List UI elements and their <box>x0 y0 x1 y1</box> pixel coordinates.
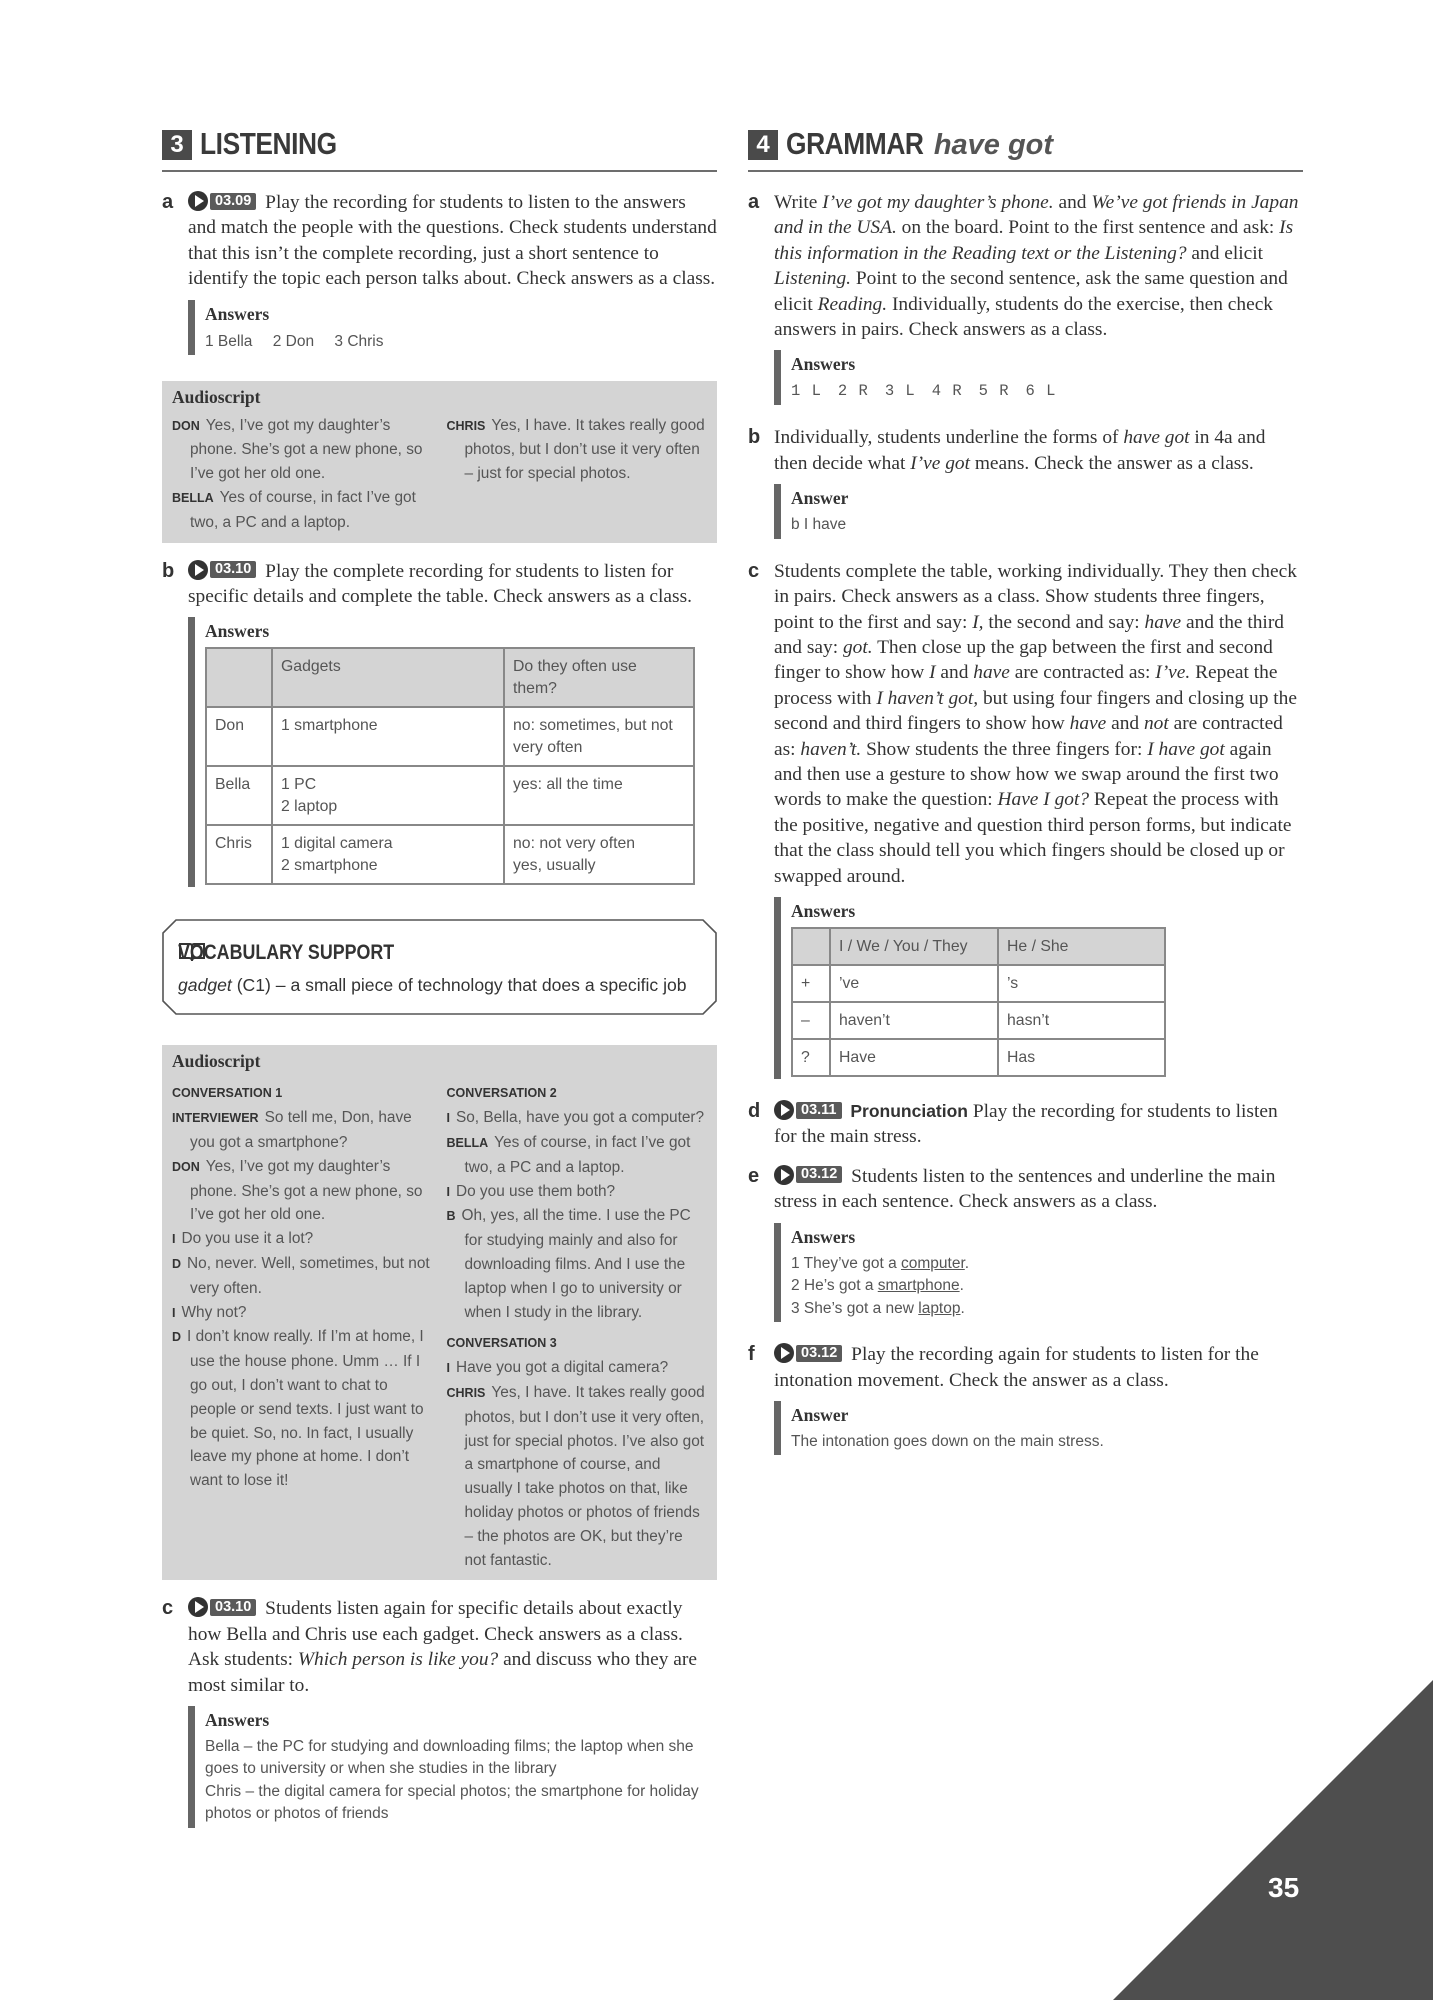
page-corner <box>1113 1680 1433 2000</box>
answer-item: 1 Bella <box>205 332 253 350</box>
conversation-label: CONVERSATION 1 <box>172 1086 283 1101</box>
audioscript-box <box>162 381 717 543</box>
grammar-section <box>748 126 1303 1475</box>
conversation-label: CONVERSATION 2 <box>446 1086 557 1101</box>
play-icon[interactable] <box>188 1597 208 1617</box>
script-line: I So, Bella, have you got a computer? <box>446 1109 705 1127</box>
track-code: 03.10 <box>210 1599 256 1616</box>
listening-section <box>162 126 717 1848</box>
answer-item: Bella – the PC for studying and downloading films; the laptop when she goes to university or when she studies in the library <box>205 1737 694 1778</box>
answers-box <box>188 617 717 887</box>
instruction-text: Write I’ve got my daughter’s phone. and We’ve got friends in Japan and in the USA. on the board. Point to the first sentence and ask: Is this information in the Reading text or the Listening? and elicit Listening. Point to the second sentence, ask the same question and elicit Reading. Individually, students do the exercise, then check answers in pairs. Check answers as a class. Answers 1 L 2 R 3 L 4 R 5 R 6 L <box>774 190 1303 411</box>
have-got-table: I / We / You / They He / She + ’ve ’s – haven’t hasn’t ? Have Has <box>791 927 1166 1077</box>
section-number: 4 <box>748 130 778 160</box>
speaker: CHRIS <box>446 418 486 433</box>
vocabulary-support-box <box>162 919 717 1015</box>
vocab-term: gadget <box>178 975 232 996</box>
section-number: 3 <box>162 130 192 160</box>
table-row: Bella 1 PC 2 laptop yes: all the time <box>206 766 694 825</box>
play-icon[interactable] <box>774 1165 794 1185</box>
script-line: INTERVIEWER So tell me, Don, have you got a smartphone? <box>172 1109 412 1152</box>
table-row: ? Have Has <box>792 1039 1165 1076</box>
answers-box: Answers 1 L 2 R 3 L 4 R 5 R 6 L <box>774 350 1303 405</box>
vocab-definition: (C1) – a small piece of technology that does a specific job <box>231 975 687 996</box>
script-line: CHRIS Yes, I have. It takes really good photos, but I don’t use it very often – just for special photos. <box>446 416 705 483</box>
answer-item: 2 Don <box>272 332 315 350</box>
speaker: BELLA <box>172 491 214 506</box>
section-title: LISTENING <box>200 126 337 161</box>
answer-item: 3 She’s got a new laptop. <box>791 1299 965 1317</box>
answers-box: Answers I / We / You / They He / She + ’ve ’s – haven’t hasn’t ? Have Has <box>774 897 1303 1079</box>
listening-header <box>162 126 717 172</box>
instruction-text: Students complete the table, working individually. They then check in pairs. Check answers as a class. Show students three fingers, point to the first and say: I, the second and say: have and the third and say: got. Then close up the gap between the first and second finger to show how I and have are contracted as: I’ve. Repeat the process with I haven’t got, but using four fingers and closing up the second and third fingers to show how have and not are contracted as: haven’t. Show students the three fingers for: I have got again and then use a gesture to show how we swap around the first two words to make the question: Have I got? Repeat the process with the positive, negative and question third person forms, but indicate that the class should tell you which fingers should be closed up or swapped around. Answers I / We / You / They He / She + ’ve ’s – haven’t hasn’t ? Have Has <box>774 559 1303 1085</box>
script-line: B Oh, yes, all the time. I use the PC for studying mainly and also for downloading films. And I use the laptop when I go to university or when I study in the library. <box>446 1207 691 1321</box>
answers-title: Answers <box>205 1709 270 1730</box>
audio-badge[interactable] <box>188 191 256 211</box>
instruction-text: Individually, students underline the forms of have got in 4a and then decide what I’ve got means. Check the answer as a class. Answer b I have <box>774 425 1303 544</box>
track-code: 03.09 <box>210 193 256 210</box>
grammar-header <box>748 126 1303 172</box>
audio-badge[interactable] <box>774 1100 842 1120</box>
answer-item: 1 They’ve got a computer. <box>791 1254 970 1272</box>
item-letter: c <box>162 1597 174 1620</box>
play-icon[interactable] <box>774 1343 794 1363</box>
audio-badge[interactable] <box>774 1165 842 1185</box>
grammar-item-e: e 03.12 Students listen to the sentences and underline the main stress in each sentence. Check answers as a class. Answers 1 They’ve got a computer. 2 He’s got a smartphone. 3 She’s got a new laptop. <box>748 1164 1303 1328</box>
play-icon[interactable] <box>188 560 208 580</box>
answers-box: Answer The intonation goes down on the main stress. <box>774 1401 1303 1456</box>
table-row: + ’ve ’s <box>792 965 1165 1002</box>
audio-badge[interactable] <box>774 1343 842 1363</box>
script-line: I Do you use it a lot? <box>172 1230 314 1248</box>
answers-box <box>188 300 717 355</box>
grammar-item-c: c Students complete the table, working individually. They then check in pairs. Check answers as a class. Show students three fingers, point to the first and say: I, the second and say: have and the third and say: got. Then close up the gap between the first and second finger to show how I and have are contracted as: I’ve. Repeat the process with I haven’t got, but using four fingers and closing up the second and third fingers to show how have and not are contracted as: haven’t. Show students the three fingers for: I have got again and then use a gesture to show how we swap around the first two words to make the question: Have I got? Repeat the process with the positive, negative and question third person forms, but indicate that the class should tell you which fingers should be closed up or swapped around. Answers I / We / You / They He / She + ’ve ’s – haven’t hasn’t ? Have Has <box>748 559 1303 1085</box>
play-icon[interactable] <box>774 1100 794 1120</box>
section-subtitle: have got <box>933 129 1054 161</box>
speaker: DON <box>172 418 200 433</box>
script-line: CHRIS Yes, I have. It takes really good photos, but I don’t use it very often, just for special photos. I’ve also got a smartphone of course, and usually I take photos on that, like holiday photos or photos of friends – the photos are OK, but they’re not fantastic. <box>446 1383 705 1569</box>
answer-item: Chris – the digital camera for special photos; the smartphone for holiday photos or photos of friends <box>205 1782 699 1823</box>
answers-title: Answers <box>205 621 270 642</box>
script-line: D I don’t know really. If I’m at home, I use the house phone. Umm … If I go out, I don’t want to chat to people or send texts. I just want to be quiet. So, no. In fact, I usually leave my phone at home. I don’t want to lose it! <box>172 1328 424 1490</box>
script-line: DON Yes, I’ve got my daughter’s phone. She’s got a new phone, so I’ve got her old one. <box>172 416 423 483</box>
track-code: 03.10 <box>210 561 256 578</box>
item-letter: b <box>162 559 175 582</box>
script-line: BELLA Yes of course, in fact I’ve got two, a PC and a laptop. <box>172 489 416 531</box>
answer-item: 2 He’s got a smartphone. <box>791 1277 964 1295</box>
listening-item-b <box>162 559 717 894</box>
track-code: 03.11 <box>796 1102 842 1119</box>
answer-item: 3 Chris <box>334 332 384 350</box>
grammar-item-d: d 03.11 Pronunciation Play the recording for students to listen for the main stress. <box>748 1100 1278 1148</box>
script-line: DON Yes, I’ve got my daughter’s phone. She’s got a new phone, so I’ve got her old one. <box>172 1157 423 1224</box>
answers-box: Answers 1 They’ve got a computer. 2 He’s got a smartphone. 3 She’s got a new laptop. <box>774 1223 1303 1323</box>
audioscript-box <box>162 1045 717 1580</box>
page-number: 35 <box>1268 1872 1300 1903</box>
track-code: 03.12 <box>796 1166 842 1183</box>
section-title: GRAMMAR <box>786 126 924 161</box>
table-row: Don 1 smartphone no: sometimes, but not very often <box>206 707 694 766</box>
answers-title: Answers <box>205 303 270 324</box>
script-line: D No, never. Well, sometimes, but not very often. <box>172 1255 430 1297</box>
conversation-label: CONVERSATION 3 <box>446 1336 557 1351</box>
script-line: BELLA Yes of course, in fact I’ve got two, a PC and a laptop. <box>446 1134 691 1176</box>
audioscript-title: Audioscript <box>172 386 261 407</box>
script-line: I Why not? <box>172 1303 247 1321</box>
instruction-text: Play the complete recording for students to listen for specific details and complete the table. Check answers as a class. <box>188 560 692 608</box>
script-line: I Do you use them both? <box>446 1182 616 1200</box>
audio-badge[interactable] <box>188 560 256 580</box>
grammar-item-f: f 03.12 Play the recording again for students to listen for the intonation movement. Check the answer as a class. Answer The intonation goes down on the main stress. <box>748 1342 1303 1461</box>
track-code: 03.12 <box>796 1345 842 1362</box>
vocab-title: VOCABULARY SUPPORT <box>178 941 395 965</box>
table-row: – haven’t hasn’t <box>792 1002 1165 1039</box>
table-row: Chris 1 digital camera 2 smartphone no: not very often yes, usually <box>206 825 694 884</box>
play-icon[interactable] <box>188 191 208 211</box>
gadgets-table: Gadgets Do they often use them? Don 1 smartphone no: sometimes, but not very often Bella 1 PC 2 laptop yes: all the time Chris 1 digital camera 2 smartphone no: not very often yes, usually <box>205 647 695 885</box>
answers-box: Answer b I have <box>774 484 1303 539</box>
script-line: I Have you got a digital camera? <box>446 1359 669 1377</box>
listening-item-a <box>162 190 717 361</box>
audio-badge[interactable] <box>188 1597 256 1617</box>
listening-item-c: c 03.10 Students listen again for specific details about exactly how Bella and Chris use each gadget. Check answers as a class. Ask students: Which person is like you? and discuss who they are most similar to. Answers Bella – the PC for studying and downloading films; the laptop when she goes to university or when she studies in the library Chris – the digital camera for special photos; the smartphone for holiday photos or photos of friends <box>162 1596 717 1834</box>
audioscript-title: Audioscript <box>172 1051 261 1072</box>
instruction-text: Play the recording for students to listen to the answers and match the people with the questions. Check students understand that this isn’t the complete recording, just a short sentence to identify the topic each person talks about. Check answers as a class. <box>188 192 717 290</box>
grammar-item-a: a Write I’ve got my daughter’s phone. and We’ve got friends in Japan and in the USA. on the board. Point to the first sentence and ask: Is this information in the Reading text or the Listening? and elicit Listening. Point to the second sentence, ask the same question and elicit Reading. Individually, students do the exercise, then check answers in pairs. Check answers as a class. Answers 1 L 2 R 3 L 4 R 5 R 6 L <box>748 190 1303 411</box>
answers-box <box>188 1706 717 1828</box>
item-letter: a <box>162 191 174 213</box>
grammar-item-b: b Individually, students underline the forms of have got in 4a and then decide what I’ve got means. Check the answer as a class. Answer b I have <box>748 425 1303 544</box>
